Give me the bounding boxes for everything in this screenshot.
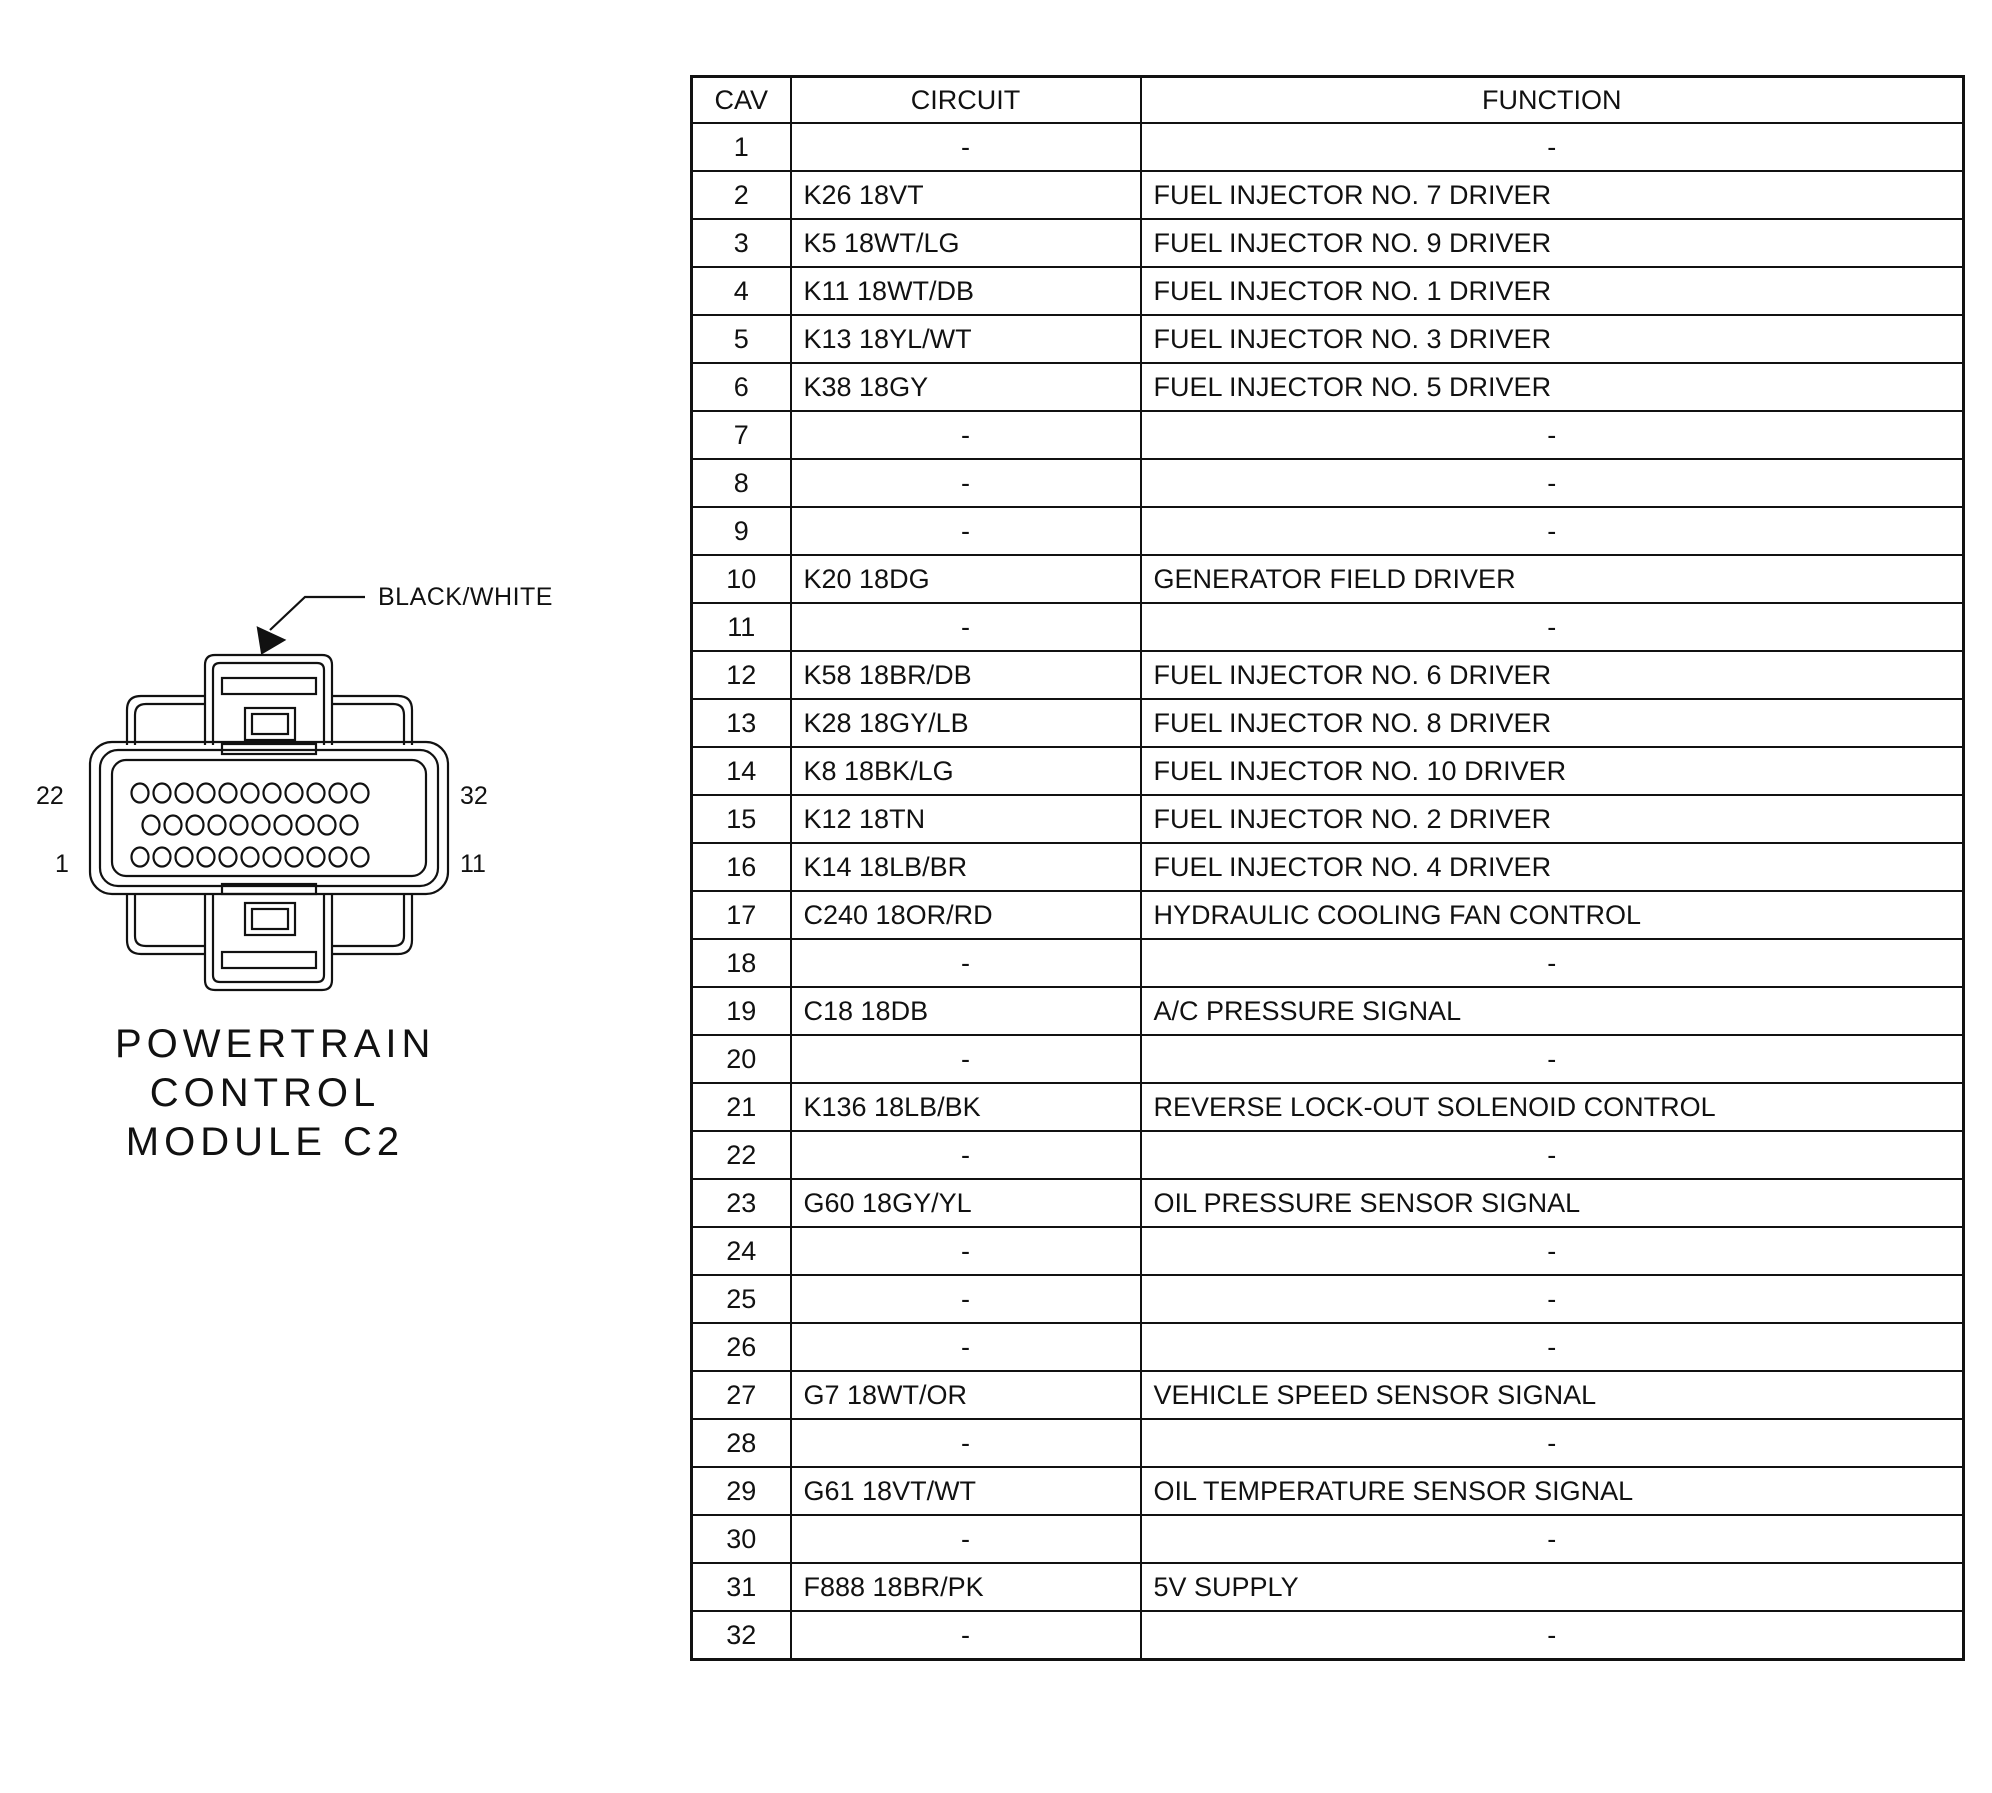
function-cell: FUEL INJECTOR NO. 4 DRIVER [1141, 843, 1964, 891]
circuit-cell: F888 18BR/PK [791, 1563, 1141, 1611]
cav-cell: 32 [692, 1611, 791, 1660]
function-cell: - [1141, 1035, 1964, 1083]
circuit-cell: - [791, 459, 1141, 507]
cav-cell: 1 [692, 123, 791, 171]
function-cell: OIL PRESSURE SENSOR SIGNAL [1141, 1179, 1964, 1227]
pinout-table-body [692, 123, 1964, 1660]
function-cell: REVERSE LOCK-OUT SOLENOID CONTROL [1141, 1083, 1964, 1131]
cavity [154, 848, 171, 867]
circuit-cell: K26 18VT [791, 171, 1141, 219]
function-cell: VEHICLE SPEED SENSOR SIGNAL [1141, 1371, 1964, 1419]
title-line-1: POWERTRAIN [115, 1022, 436, 1066]
cav-cell: 28 [692, 1419, 791, 1467]
circuit-cell: - [791, 939, 1141, 987]
function-cell: - [1141, 123, 1964, 171]
function-cell: - [1141, 411, 1964, 459]
function-cell: - [1141, 1227, 1964, 1275]
circuit-cell: - [791, 1227, 1141, 1275]
connector-face-drawing [0, 560, 600, 1020]
cavity-array [132, 784, 369, 867]
circuit-cell: C240 18OR/RD [791, 891, 1141, 939]
function-cell: - [1141, 459, 1964, 507]
cav-cell: 21 [692, 1083, 791, 1131]
cavity [308, 848, 325, 867]
table-row [692, 939, 1964, 987]
connector-body [90, 742, 448, 894]
pin-label-bottom-right: 11 [460, 850, 486, 878]
table-row [692, 171, 1964, 219]
function-cell: - [1141, 1515, 1964, 1563]
cavity [198, 848, 215, 867]
pin-label-bottom-left: 1 [55, 850, 69, 878]
cav-cell: 29 [692, 1467, 791, 1515]
cavity [165, 816, 182, 835]
circuit-cell: K136 18LB/BK [791, 1083, 1141, 1131]
table-row [692, 1323, 1964, 1371]
function-cell: FUEL INJECTOR NO. 10 DRIVER [1141, 747, 1964, 795]
cavity [319, 816, 336, 835]
table-row [692, 1611, 1964, 1660]
function-cell: HYDRAULIC COOLING FAN CONTROL [1141, 891, 1964, 939]
cav-cell: 2 [692, 171, 791, 219]
cavity [242, 848, 259, 867]
cav-cell: 17 [692, 891, 791, 939]
circuit-cell: - [791, 123, 1141, 171]
table-row [692, 411, 1964, 459]
table-row [692, 315, 1964, 363]
table-row [692, 363, 1964, 411]
table-row [692, 747, 1964, 795]
cavity [341, 816, 358, 835]
table-row [692, 507, 1964, 555]
cav-cell: 26 [692, 1323, 791, 1371]
table-row [692, 1515, 1964, 1563]
circuit-cell: K38 18GY [791, 363, 1141, 411]
top-latch [205, 655, 332, 745]
cavity [132, 848, 149, 867]
cavity [264, 848, 281, 867]
cavity [198, 784, 215, 803]
cav-cell: 16 [692, 843, 791, 891]
cavity [352, 784, 369, 803]
pinout-table [690, 75, 1965, 1661]
circuit-cell: - [791, 1611, 1141, 1660]
cavity [275, 816, 292, 835]
circuit-cell: - [791, 507, 1141, 555]
cav-cell: 7 [692, 411, 791, 459]
circuit-cell: - [791, 1275, 1141, 1323]
circuit-cell: G7 18WT/OR [791, 1371, 1141, 1419]
function-cell: - [1141, 1275, 1964, 1323]
circuit-cell: K14 18LB/BR [791, 843, 1141, 891]
header-circuit: CIRCUIT [791, 77, 1141, 124]
cav-cell: 15 [692, 795, 791, 843]
circuit-cell: K12 18TN [791, 795, 1141, 843]
table-row [692, 1371, 1964, 1419]
function-cell: - [1141, 1419, 1964, 1467]
cavity [132, 784, 149, 803]
cav-cell: 8 [692, 459, 791, 507]
circuit-cell: K11 18WT/DB [791, 267, 1141, 315]
cavity [231, 816, 248, 835]
circuit-cell: - [791, 1323, 1141, 1371]
cavity [330, 784, 347, 803]
cav-cell: 23 [692, 1179, 791, 1227]
cav-cell: 19 [692, 987, 791, 1035]
function-cell: FUEL INJECTOR NO. 6 DRIVER [1141, 651, 1964, 699]
header-function: FUNCTION [1141, 77, 1964, 124]
title-line-2: CONTROL [149, 1071, 381, 1115]
table-row [692, 603, 1964, 651]
cav-cell: 30 [692, 1515, 791, 1563]
table-row [692, 843, 1964, 891]
function-cell: - [1141, 939, 1964, 987]
cav-cell: 14 [692, 747, 791, 795]
cavity [209, 816, 226, 835]
function-cell: GENERATOR FIELD DRIVER [1141, 555, 1964, 603]
table-row [692, 1035, 1964, 1083]
cav-cell: 13 [692, 699, 791, 747]
circuit-cell: - [791, 1419, 1141, 1467]
circuit-cell: K58 18BR/DB [791, 651, 1141, 699]
table-row [692, 891, 1964, 939]
callout-arrow [258, 597, 365, 653]
circuit-cell: G60 18GY/YL [791, 1179, 1141, 1227]
circuit-cell: - [791, 1035, 1141, 1083]
function-cell: 5V SUPPLY [1141, 1563, 1964, 1611]
cavity [242, 784, 259, 803]
table-row [692, 1563, 1964, 1611]
table-row [692, 1275, 1964, 1323]
circuit-cell: G61 18VT/WT [791, 1467, 1141, 1515]
cav-cell: 3 [692, 219, 791, 267]
circuit-cell: - [791, 1131, 1141, 1179]
cavity [330, 848, 347, 867]
function-cell: FUEL INJECTOR NO. 1 DRIVER [1141, 267, 1964, 315]
cavity [253, 816, 270, 835]
cav-cell: 20 [692, 1035, 791, 1083]
function-cell: FUEL INJECTOR NO. 3 DRIVER [1141, 315, 1964, 363]
table-row [692, 555, 1964, 603]
cavity [220, 784, 237, 803]
function-cell: - [1141, 603, 1964, 651]
table-row [692, 1083, 1964, 1131]
cavity [176, 784, 193, 803]
cavity [143, 816, 160, 835]
function-cell: - [1141, 507, 1964, 555]
circuit-cell: K13 18YL/WT [791, 315, 1141, 363]
cav-cell: 27 [692, 1371, 791, 1419]
table-row [692, 1419, 1964, 1467]
function-cell: - [1141, 1611, 1964, 1660]
cavity [308, 784, 325, 803]
cav-cell: 25 [692, 1275, 791, 1323]
cavity [352, 848, 369, 867]
cavity [154, 784, 171, 803]
cav-cell: 11 [692, 603, 791, 651]
cavity [220, 848, 237, 867]
cav-cell: 10 [692, 555, 791, 603]
cavity [297, 816, 314, 835]
title-line-3: MODULE C2 [125, 1120, 405, 1164]
table-row [692, 987, 1964, 1035]
circuit-cell: K8 18BK/LG [791, 747, 1141, 795]
cav-cell: 6 [692, 363, 791, 411]
cavity [187, 816, 204, 835]
table-row [692, 1179, 1964, 1227]
circuit-cell: - [791, 1515, 1141, 1563]
table-row [692, 123, 1964, 171]
cav-cell: 4 [692, 267, 791, 315]
circuit-cell: K20 18DG [791, 555, 1141, 603]
function-cell: FUEL INJECTOR NO. 2 DRIVER [1141, 795, 1964, 843]
cavity [264, 784, 281, 803]
table-row [692, 651, 1964, 699]
pin-label-top-right: 32 [460, 782, 488, 810]
function-cell: FUEL INJECTOR NO. 8 DRIVER [1141, 699, 1964, 747]
circuit-cell: - [791, 411, 1141, 459]
table-row [692, 219, 1964, 267]
cav-cell: 22 [692, 1131, 791, 1179]
header-cav: CAV [692, 77, 791, 124]
function-cell: FUEL INJECTOR NO. 9 DRIVER [1141, 219, 1964, 267]
function-cell: FUEL INJECTOR NO. 7 DRIVER [1141, 171, 1964, 219]
table-row [692, 267, 1964, 315]
bottom-latch [205, 893, 332, 990]
table-row [692, 459, 1964, 507]
function-cell: OIL TEMPERATURE SENSOR SIGNAL [1141, 1467, 1964, 1515]
cav-cell: 5 [692, 315, 791, 363]
cav-cell: 12 [692, 651, 791, 699]
connector-color-label: BLACK/WHITE [378, 583, 553, 611]
cavity [176, 848, 193, 867]
table-row [692, 1131, 1964, 1179]
table-row [692, 1467, 1964, 1515]
function-cell: FUEL INJECTOR NO. 5 DRIVER [1141, 363, 1964, 411]
circuit-cell: - [791, 603, 1141, 651]
cavity [286, 848, 303, 867]
connector-title [115, 1020, 436, 1167]
circuit-cell: C18 18DB [791, 987, 1141, 1035]
function-cell: - [1141, 1131, 1964, 1179]
cav-cell: 31 [692, 1563, 791, 1611]
cavity [286, 784, 303, 803]
pin-label-top-left: 22 [36, 782, 64, 810]
table-row [692, 795, 1964, 843]
function-cell: - [1141, 1323, 1964, 1371]
table-header-row [692, 77, 1964, 124]
table-row [692, 699, 1964, 747]
cav-cell: 9 [692, 507, 791, 555]
cav-cell: 18 [692, 939, 791, 987]
cav-cell: 24 [692, 1227, 791, 1275]
circuit-cell: K5 18WT/LG [791, 219, 1141, 267]
table-row [692, 1227, 1964, 1275]
circuit-cell: K28 18GY/LB [791, 699, 1141, 747]
function-cell: A/C PRESSURE SIGNAL [1141, 987, 1964, 1035]
